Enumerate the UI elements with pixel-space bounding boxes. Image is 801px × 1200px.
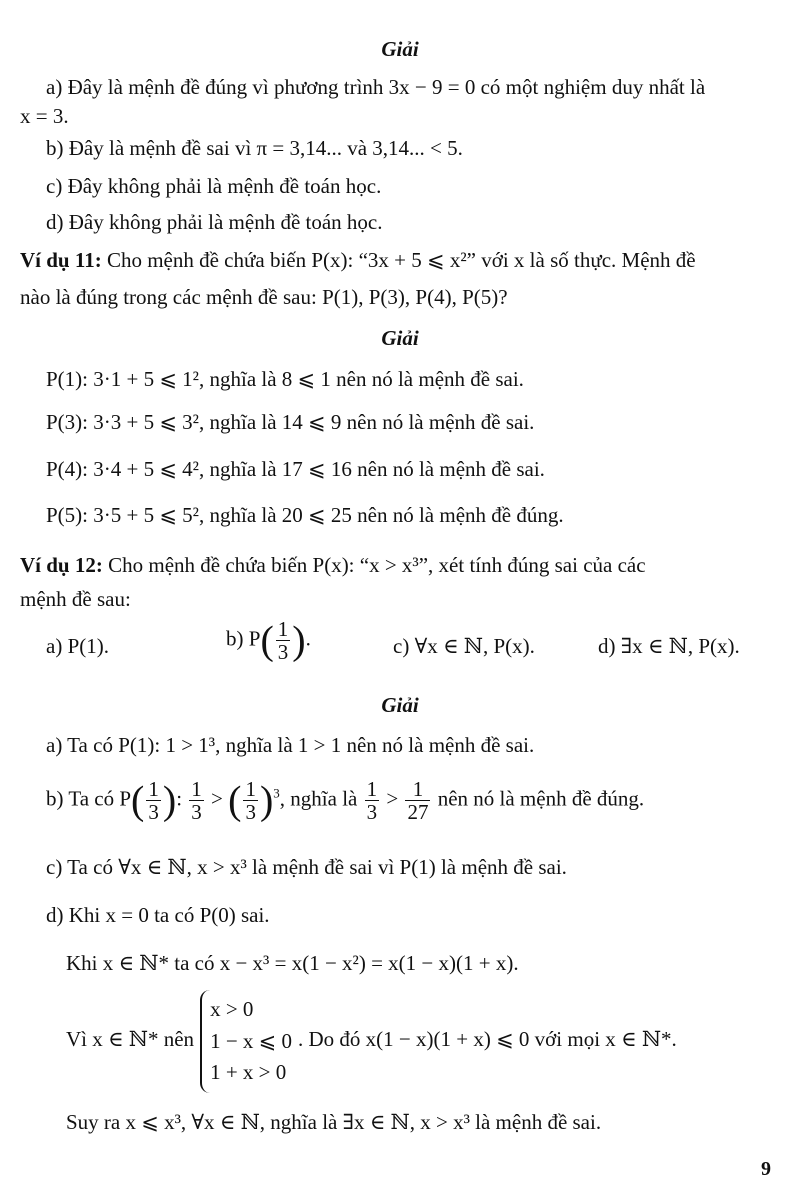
fraction-one-third-d: $\frac{1}{3}$ <box>245 777 256 825</box>
option-a: a) P(1). <box>46 634 109 658</box>
page-number: 9 <box>761 1158 771 1180</box>
system-row-1: x > 0 <box>210 997 254 1021</box>
answer-12d-line3-prefix: Vì x ∈ ℕ* nên <box>66 1027 195 1052</box>
fraction-one-third-e: $\frac{1}{3}$ <box>366 777 378 825</box>
option-b: b) P( $\frac{1}{3}$ ). <box>226 617 311 665</box>
answer-a-line1: a) Đây là mệnh đề đúng vì phương trình 3x − 9 = 0 có một nghiệm duy nhất là <box>46 75 706 99</box>
example-12-text: Cho mệnh đề chứa biến P(x): “x > x³”, xét tính đúng sai của các <box>102 553 646 577</box>
example-11-label: Ví dụ 11: <box>20 248 102 272</box>
inequality-system <box>200 990 292 1093</box>
answer-12d-line2: Khi x ∈ ℕ* ta có x − x³ = x(1 − x²) = x(1 − x)(1 + x). <box>66 951 519 975</box>
example-12-label: Ví dụ 12: <box>20 553 103 577</box>
example-12-line2: mệnh đề sau: <box>20 587 131 611</box>
answer-12b-post: nên nó là mệnh đề đúng. <box>437 786 645 811</box>
answer-12b-mid: , nghĩa là <box>279 786 358 811</box>
fraction-one-27: $\frac{1}{27}$ <box>407 777 429 825</box>
option-d: d) ∃x ∈ ℕ, P(x). <box>598 634 740 658</box>
solution-heading-12: Giải <box>381 693 419 717</box>
answer-b: b) Đây là mệnh đề sai vì π = 3,14... và 3,14... < 5. <box>46 136 463 160</box>
fraction-one-third: $\frac{1}{3}$ <box>277 617 289 665</box>
example-12-line1 <box>20 552 646 578</box>
answer-12d-line3-suffix: . Do đó x(1 − x)(1 + x) ⩽ 0 với mọi x ∈ ℕ*. <box>298 1027 677 1052</box>
paren-open: ( <box>260 617 274 663</box>
paren-close: ) <box>292 617 306 663</box>
option-b-prefix: b) P <box>226 626 261 651</box>
answer-12b-prefix: b) Ta có P <box>46 786 132 811</box>
result-p3: P(3): 3·3 + 5 ⩽ 3², nghĩa là 14 ⩽ 9 nên nó là mệnh đề sai. <box>46 410 535 434</box>
answer-d: d) Đây không phải là mệnh đề toán học. <box>46 210 383 234</box>
result-p5: P(5): 3·5 + 5 ⩽ 5², nghĩa là 20 ⩽ 25 nên nó là mệnh đề đúng. <box>46 503 564 527</box>
option-c: c) ∀x ∈ ℕ, P(x). <box>393 634 535 658</box>
example-11-text: Cho mệnh đề chứa biến P(x): “3x + 5 ⩽ x²” với x là số thực. Mệnh đề <box>101 248 696 272</box>
fraction-one-third-b: $\frac{1}{3}$ <box>148 777 159 825</box>
answer-12d-line3 <box>66 990 677 1093</box>
answer-12c: c) Ta có ∀x ∈ ℕ, x > x³ là mệnh đề sai vì P(1) là mệnh đề sai. <box>46 855 567 879</box>
system-row-2: 1 − x ⩽ 0 <box>210 1028 293 1053</box>
answer-12a: a) Ta có P(1): 1 > 1³, nghĩa là 1 > 1 nên nó là mệnh đề sai. <box>46 733 535 757</box>
fraction-one-third-c: $\frac{1}{3}$ <box>191 777 202 825</box>
answer-12d-line1: d) Khi x = 0 ta có P(0) sai. <box>46 903 270 927</box>
solution-heading-11: Giải <box>381 326 419 350</box>
answer-c: c) Đây không phải là mệnh đề toán học. <box>46 174 382 198</box>
example-11-line2: nào là đúng trong các mệnh đề sau: P(1), P(3), P(4), P(5)? <box>20 285 508 309</box>
solution-heading: Giải <box>381 37 419 61</box>
example-11-line1 <box>20 247 696 273</box>
answer-12b: b) Ta có P( $\frac{1}{3}$ ): $\frac{1}{3}$ > ( $\frac{1}{3}$ )$^3$, nghĩa là $\frac{1}{3}$ > $\frac{1}{27}$ nên nó là mệnh đề đúng. <box>46 777 645 825</box>
result-p1: P(1): 3·1 + 5 ⩽ 1², nghĩa là 8 ⩽ 1 nên nó là mệnh đề sai. <box>46 367 524 391</box>
answer-12d-line4: Suy ra x ⩽ x³, ∀x ∈ ℕ, nghĩa là ∃x ∈ ℕ, x > x³ là mệnh đề sai. <box>66 1110 602 1134</box>
answer-a-line2: x = 3. <box>20 104 69 128</box>
system-row-3: 1 + x > 0 <box>210 1060 287 1084</box>
document-page <box>20 0 780 1200</box>
result-p4: P(4): 3·4 + 5 ⩽ 4², nghĩa là 17 ⩽ 16 nên nó là mệnh đề sai. <box>46 457 545 481</box>
